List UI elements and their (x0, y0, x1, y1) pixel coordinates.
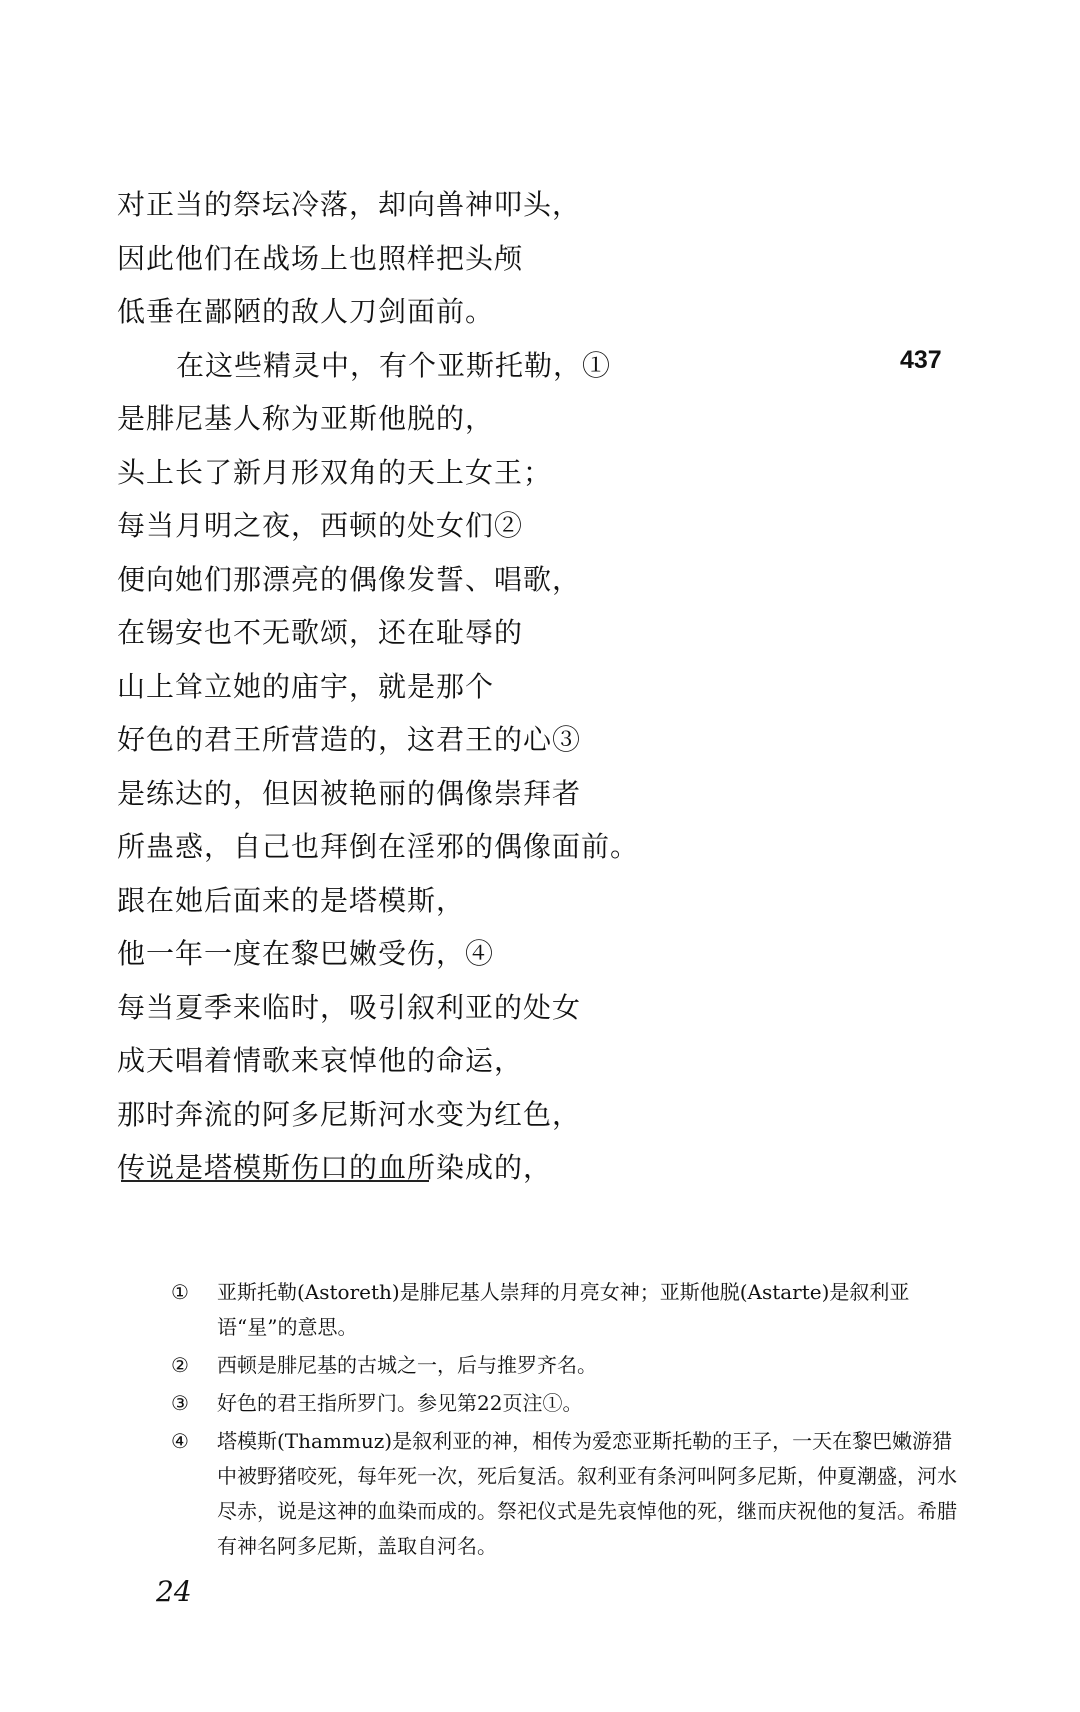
poem-line: 成天唱着情歌来哀悼他的命运， (117, 1044, 524, 1077)
poem-line: 是腓尼基人称为亚斯他脱的， (117, 402, 495, 435)
poem-line: 那时奔流的阿多尼斯河水变为红色， (117, 1097, 582, 1131)
footnote-mark: ③ (171, 1391, 189, 1415)
footnote-text: 西顿是腓尼基的古城之一，后与推罗齐名。 (217, 1353, 597, 1377)
poem-line: 他一年一度在黎巴嫩受伤，④ (117, 937, 495, 970)
poem-line: 跟在她后面来的是塔模斯， (117, 883, 466, 917)
poem-text (117, 178, 817, 1195)
poem-line: 是练达的，但因被艳丽的偶像崇拜者 (117, 776, 582, 810)
poem-line: 好色的君王所营造的，这君王的心③ (117, 723, 582, 756)
footnote-mark: ① (171, 1280, 189, 1304)
footnote-mark: ② (171, 1353, 189, 1377)
poem-line: 传说是塔模斯伤口的血所染成的， (117, 1151, 553, 1184)
poem-line: 山上耸立她的庙宇，就是那个 (117, 669, 495, 703)
poem-line: 在锡安也不无歌颂，还在耻辱的 (117, 616, 524, 649)
footnote (171, 1275, 961, 1345)
footnote-text: 好色的君王指所罗门。参见第22页注①。 (217, 1391, 583, 1415)
footnote-mark: ④ (171, 1429, 189, 1453)
footnote-text: 塔模斯(Thammuz)是叙利亚的神，相传为爱恋亚斯托勒的王子，一天在黎巴嫩游猎中被野猪咬死，每年死一次，死后复活。叙利亚有条河叫阿多尼斯，仲夏潮盛，河水尽赤，说是这神的血染而成的。祭祀仪式是先哀悼他的死，继而庆祝他的复活。希腊有神名阿多尼斯，盖取自河名。 (217, 1429, 957, 1558)
poem-line: 对正当的祭坛冷落，却向兽神叩头， (117, 188, 582, 221)
poem-line: 低垂在鄙陋的敌人刀剑面前。 (117, 295, 495, 328)
verse-line-number: 437 (900, 346, 942, 374)
poem-line: 因此他们在战场上也照样把头颅 (117, 241, 524, 275)
footnote (171, 1386, 961, 1421)
footnote (171, 1424, 961, 1564)
page-number: 24 (156, 1575, 192, 1608)
poem-line: 每当月明之夜，西顿的处女们② (117, 509, 524, 542)
poem-line: 所蛊惑，自己也拜倒在淫邪的偶像面前。 (117, 830, 640, 863)
poem-line: 头上长了新月形双角的天上女王； (117, 455, 553, 489)
poem-line: 每当夏季来临时，吸引叙利亚的处女 (117, 990, 582, 1024)
poem-line: 在这些精灵中，有个亚斯托勒，① (176, 348, 612, 382)
footnote-text: 亚斯托勒(Astoreth)是腓尼基人崇拜的月亮女神；亚斯他脱(Astarte)是叙利亚语“星”的意思。 (217, 1280, 910, 1339)
footnotes (171, 1275, 961, 1567)
footnote (171, 1348, 961, 1383)
poem-line: 便向她们那漂亮的偶像发誓、唱歌， (117, 562, 582, 596)
footnote-separator (121, 1180, 429, 1182)
